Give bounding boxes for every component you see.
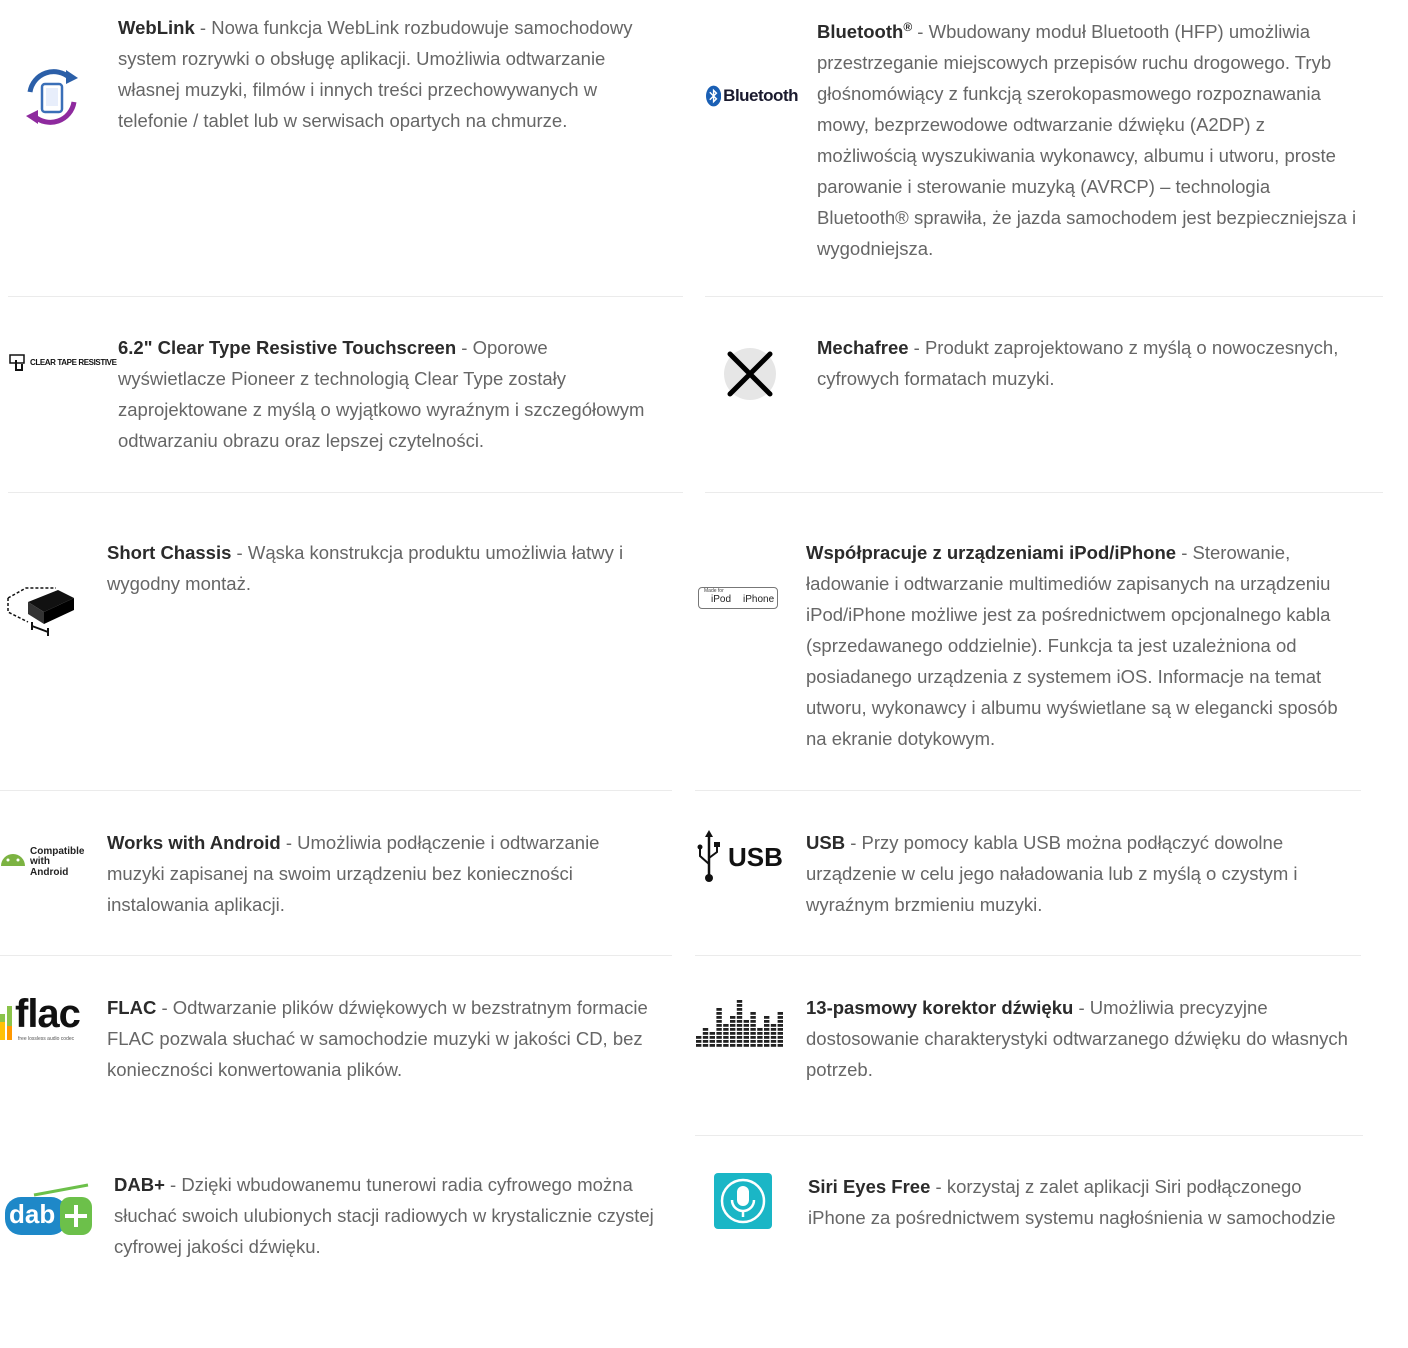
- equalizer-bar-segment: [716, 1036, 721, 1039]
- eq-desc: Umożliwia precyzyjne dostosowanie charakterystyki odtwarzanego dźwięku do własnych potrzeb.: [806, 997, 1348, 1080]
- equalizer-bar-segment: [716, 1020, 721, 1023]
- equalizer-bar-segment: [750, 1028, 755, 1031]
- mechafree-x-icon: [722, 346, 778, 402]
- divider: [695, 955, 1361, 956]
- equalizer-bar-segment: [723, 1040, 728, 1043]
- bluetooth-title-text: Bluetooth: [817, 21, 904, 43]
- equalizer-bar-segment: [744, 1028, 749, 1031]
- equalizer-bar-segment: [730, 1036, 735, 1039]
- flac-icon: [0, 992, 90, 1044]
- android-title: Works with Android: [107, 832, 281, 853]
- usb-text: [806, 827, 1351, 920]
- mechafree-sep: -: [908, 337, 925, 358]
- equalizer-bar-segment: [750, 1012, 755, 1015]
- equalizer-bar-segment: [737, 1016, 742, 1019]
- equalizer-bar-segment: [737, 1028, 742, 1031]
- android-logo-line1: Compatible: [30, 846, 85, 857]
- bluetooth-title: [817, 21, 912, 42]
- equalizer-bar-segment: [744, 1044, 749, 1047]
- weblink-title: WebLink: [118, 17, 195, 38]
- equalizer-bar-segment: [750, 1032, 755, 1035]
- equalizer-bar-segment: [771, 1024, 776, 1027]
- clear-type-touch-icon: [8, 352, 117, 376]
- equalizer-bar-segment: [778, 1024, 783, 1027]
- equalizer-bar-segment: [764, 1044, 769, 1047]
- usb-trident-icon: [697, 830, 721, 884]
- equalizer-bar-segment: [716, 1044, 721, 1047]
- equalizer-bar-segment: [778, 1044, 783, 1047]
- ipod-sep: -: [1176, 542, 1193, 563]
- flac-logo-sub: free lossless audio codec: [18, 1036, 75, 1042]
- ipod-logo-text: iPod: [711, 594, 732, 605]
- equalizer-bar-segment: [716, 1032, 721, 1035]
- equalizer-bar-segment: [737, 1044, 742, 1047]
- equalizer-bar-segment: [778, 1028, 783, 1031]
- equalizer-bar-segment: [744, 1032, 749, 1035]
- bluetooth-text: [817, 12, 1362, 264]
- equalizer-bar-segment: [737, 1004, 742, 1007]
- equalizer-bar-segment: [737, 1024, 742, 1027]
- equalizer-bar-segment: [710, 1044, 715, 1047]
- eq-sep: -: [1073, 997, 1090, 1018]
- touch-hand-icon: [8, 352, 30, 374]
- equalizer-bar-segment: [778, 1020, 783, 1023]
- bluetooth-desc: Wbudowany moduł Bluetooth (HFP) umożliwia przestrzeganie miejscowych przepisów ruchu drogowego. Tryb głośnomówiący z funkcją szerokopasmowego rozpoznawania mowy, bezprzewodowe odtwarzanie dźwięku (A2DP) z możliwością wyszukiwania wykonawcy, albumu i utworu, proste parowanie i sterowanie muzyką (AVRCP) – technologia Bluetooth® sprawiła, że jazda samochodem jest bezpieczniejsza i wygodniejsza.: [817, 21, 1357, 260]
- dab-desc: Dzięki wbudowanemu tunerowi radia cyfrowego można słuchać swoich ulubionych stacji radiowych w krystalicznie czystej cyfrowej jakości dźwięku.: [114, 1174, 654, 1257]
- equalizer-bar-segment: [703, 1028, 708, 1031]
- equalizer-bar-segment: [723, 1024, 728, 1027]
- dab-sep: -: [164, 1174, 182, 1195]
- equalizer-bar-segment: [771, 1040, 776, 1043]
- equalizer-bar-segment: [723, 1044, 728, 1047]
- equalizer-bar-segment: [737, 1012, 742, 1015]
- android-compatible-icon: [0, 846, 90, 878]
- android-logo-line2: with Android: [30, 856, 69, 878]
- chassis-desc: Wąska konstrukcja produktu umożliwia łatwy i wygodny montaż.: [107, 542, 624, 594]
- equalizer-bar-segment: [750, 1016, 755, 1019]
- equalizer-bar-segment: [716, 1008, 721, 1011]
- weblink-sep: -: [194, 17, 212, 38]
- equalizer-bar-segment: [750, 1044, 755, 1047]
- ipod-desc: Sterowanie, ładowanie i odtwarzanie multimediów zapisanych na urządzeniu iPod/iPhone możliwe jest za pośrednictwem opcjonalnego kabla (sprzedawanego oddzielnie). Funkcja ta jest uzależniona od posiadanego urządzenia z systemem iOS. Informacje na temat utworu, wykonawcy i albumu wyświetlane są w elegancki sposób na ekranie dotykowym.: [806, 542, 1338, 749]
- equalizer-bar-segment: [730, 1028, 735, 1031]
- equalizer-bar-segment: [764, 1040, 769, 1043]
- mechafree-title: Mechafree: [817, 337, 909, 358]
- equalizer-bar-segment: [771, 1044, 776, 1047]
- weblink-desc: Nowa funkcja WebLink rozbudowuje samochodowy system rozrywki o obsługę aplikacji. Umożliwia odtwarzanie własnej muzyki, filmów i innych treści przechowywanych w telefonie / tablet lub w serwisach opartych na chmurze.: [118, 17, 633, 131]
- chassis-sep: -: [231, 542, 248, 563]
- equalizer-bar-segment: [778, 1040, 783, 1043]
- equalizer-bar-segment: [750, 1020, 755, 1023]
- weblink-text: [118, 12, 658, 136]
- equalizer-bar-segment: [764, 1020, 769, 1023]
- divider: [695, 1135, 1363, 1136]
- equalizer-bar-segment: [730, 1020, 735, 1023]
- divider: [0, 790, 672, 791]
- equalizer-bar-segment: [778, 1032, 783, 1035]
- usb-logo-text: USB: [728, 842, 783, 872]
- equalizer-bar-segment: [744, 1024, 749, 1027]
- equalizer-bar-segment: [744, 1040, 749, 1043]
- equalizer-bar-segment: [750, 1024, 755, 1027]
- equalizer-bar-segment: [764, 1036, 769, 1039]
- mechafree-desc: Produkt zaprojektowano z myślą o nowoczesnych, cyfrowych formatach muzyki.: [817, 337, 1339, 389]
- flac-bars-icon: [0, 1000, 14, 1040]
- equalizer-bar-segment: [730, 1024, 735, 1027]
- touchscreen-desc: Oporowe wyświetlacze Pioneer z technologią Clear Type zostały zaprojektowane z myślą o wyjątkowo wyraźnym i szczegółowym odtwarzaniu obrazu oraz lepszej czytelności.: [118, 337, 645, 451]
- equalizer-bar-segment: [730, 1032, 735, 1035]
- divider: [8, 492, 683, 493]
- divider: [705, 492, 1383, 493]
- divider: [695, 790, 1361, 791]
- mechafree-text: [817, 332, 1362, 394]
- android-head-icon: [0, 852, 26, 866]
- equalizer-bar-segment: [730, 1040, 735, 1043]
- touchscreen-title: 6.2" Clear Type Resistive Touchscreen: [118, 337, 457, 358]
- chassis-text: [107, 537, 657, 599]
- equalizer-bar-segment: [771, 1028, 776, 1031]
- touchscreen-sep: -: [456, 337, 473, 358]
- equalizer-bar-segment: [703, 1040, 708, 1043]
- equalizer-icon: [695, 996, 785, 1050]
- equalizer-bar-segment: [716, 1028, 721, 1031]
- equalizer-bar-segment: [703, 1036, 708, 1039]
- usb-title: USB: [806, 832, 846, 853]
- equalizer-bar-segment: [764, 1016, 769, 1019]
- equalizer-bar-segment: [710, 1032, 715, 1035]
- equalizer-bar-segment: [771, 1036, 776, 1039]
- chassis-title: Short Chassis: [107, 542, 232, 563]
- dab-plus-icon: [4, 1183, 92, 1237]
- equalizer-bar-segment: [723, 1036, 728, 1039]
- bluetooth-logo-icon: [706, 84, 798, 108]
- equalizer-bar-segment: [710, 1036, 715, 1039]
- made-for-text: Made for: [704, 588, 724, 594]
- equalizer-bar-segment: [737, 1032, 742, 1035]
- dab-title: DAB+: [114, 1174, 165, 1195]
- equalizer-bar-segment: [737, 1036, 742, 1039]
- equalizer-bar-segment: [723, 1032, 728, 1035]
- short-chassis-icon: [6, 582, 76, 638]
- equalizer-bar-segment: [750, 1036, 755, 1039]
- equalizer-bar-segment: [750, 1040, 755, 1043]
- equalizer-bar-segment: [778, 1012, 783, 1015]
- touchscreen-text: [118, 332, 658, 456]
- equalizer-bar-segment: [778, 1016, 783, 1019]
- equalizer-bar-segment: [771, 1032, 776, 1035]
- usb-sep: -: [845, 832, 862, 853]
- ipod-text: [806, 537, 1351, 754]
- siri-sep: -: [930, 1176, 947, 1197]
- weblink-icon: [20, 66, 84, 128]
- flac-title: FLAC: [107, 997, 157, 1018]
- android-sep: -: [280, 832, 298, 853]
- equalizer-bar-segment: [737, 1040, 742, 1043]
- bluetooth-sep: -: [912, 21, 929, 43]
- flac-desc: Odtwarzanie plików dźwiękowych w bezstratnym formacie FLAC pozwala słuchać w samochodzie muzyki w jakości CD, bez konieczności konwertowania plików.: [107, 997, 648, 1080]
- flac-text: [107, 992, 657, 1085]
- equalizer-bar-segment: [737, 1000, 742, 1003]
- equalizer-bar-segment: [716, 1012, 721, 1015]
- flac-sep: -: [156, 997, 173, 1018]
- iphone-logo-text: iPhone: [743, 594, 775, 605]
- android-desc: Umożliwia podłączenie i odtwarzanie muzyki zapisanej na swoim urządzeniu bez konieczności instalowania aplikacji.: [107, 832, 600, 915]
- equalizer-bar-segment: [723, 1028, 728, 1031]
- equalizer-bar-segment: [696, 1044, 701, 1047]
- eq-text: [806, 992, 1351, 1085]
- equalizer-bar-segment: [764, 1028, 769, 1031]
- equalizer-bar-segment: [757, 1036, 762, 1039]
- equalizer-bar-segment: [716, 1024, 721, 1027]
- equalizer-bar-segment: [710, 1040, 715, 1043]
- siri-desc: korzystaj z zalet aplikacji Siri podłączonego iPhone za pośrednictwem systemu nagłośnienia w samochodzie: [808, 1176, 1336, 1228]
- ipod-title: Współpracuje z urządzeniami iPod/iPhone: [806, 542, 1177, 563]
- eq-title: 13-pasmowy korektor dźwięku: [806, 997, 1074, 1018]
- bluetooth-rune-icon: [706, 85, 721, 107]
- equalizer-bar-segment: [757, 1044, 762, 1047]
- divider: [705, 296, 1383, 297]
- usb-icon: [697, 830, 787, 884]
- equalizer-bar-segment: [696, 1040, 701, 1043]
- bluetooth-reg-mark: ®: [903, 20, 913, 34]
- equalizer-bar-segment: [778, 1036, 783, 1039]
- equalizer-bar-segment: [716, 1016, 721, 1019]
- equalizer-bar-segment: [737, 1020, 742, 1023]
- siri-title: Siri Eyes Free: [808, 1176, 931, 1197]
- equalizer-bar-segment: [703, 1032, 708, 1035]
- usb-desc: Przy pomocy kabla USB można podłączyć dowolne urządzenie w celu jego naładowania lub z myślą o czystym i wyraźnym brzmieniu muzyki.: [806, 832, 1298, 915]
- siri-microphone-icon: [714, 1173, 772, 1229]
- equalizer-bar-segment: [764, 1024, 769, 1027]
- equalizer-bar-segment: [744, 1036, 749, 1039]
- equalizer-bar-segment: [757, 1032, 762, 1035]
- dab-text: [114, 1169, 659, 1262]
- flac-logo-text: flac: [15, 992, 80, 1036]
- divider: [0, 955, 672, 956]
- siri-text: [808, 1171, 1353, 1233]
- equalizer-bar-segment: [737, 1008, 742, 1011]
- equalizer-bar-segment: [696, 1036, 701, 1039]
- android-text: [107, 827, 657, 920]
- equalizer-bar-segment: [757, 1028, 762, 1031]
- equalizer-bar-segment: [757, 1040, 762, 1043]
- equalizer-bar-segment: [716, 1040, 721, 1043]
- equalizer-bar-segment: [730, 1044, 735, 1047]
- divider: [8, 296, 683, 297]
- equalizer-bar-segment: [730, 1016, 735, 1019]
- made-for-ipod-iphone-icon: [698, 587, 778, 609]
- bluetooth-logo-text: Bluetooth: [723, 86, 798, 105]
- equalizer-bar-segment: [764, 1032, 769, 1035]
- clear-type-logo-text: CLEAR TAPE RESISTIVE: [30, 358, 117, 367]
- dab-logo-text: dab: [9, 1199, 56, 1229]
- equalizer-bar-segment: [703, 1044, 708, 1047]
- equalizer-bar-segment: [744, 1020, 749, 1023]
